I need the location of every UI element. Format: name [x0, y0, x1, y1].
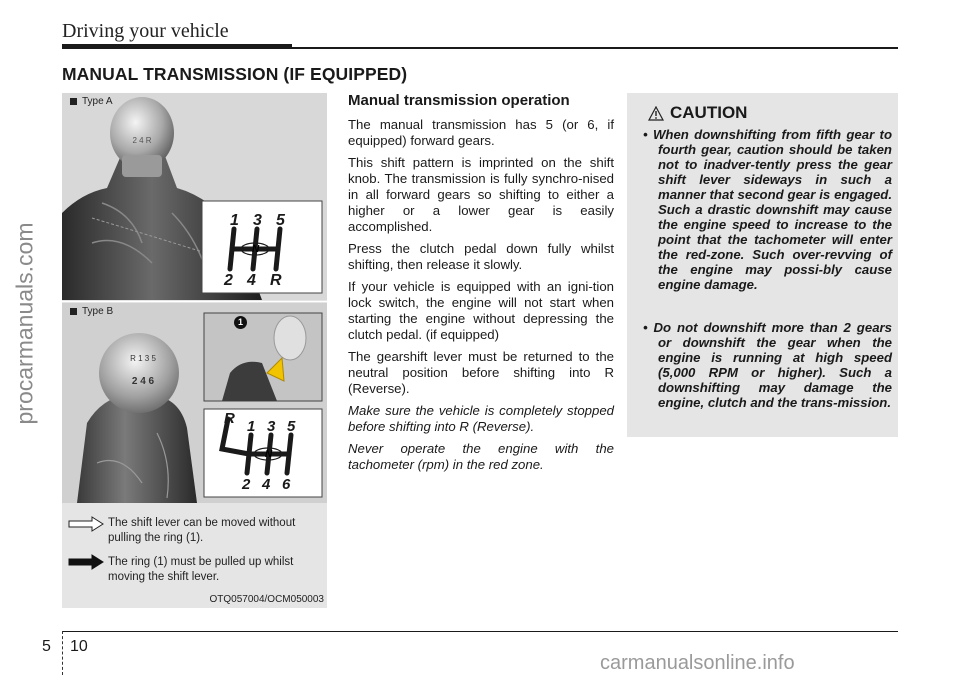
shift-a-gear-1: 1	[230, 212, 239, 229]
figure-divider	[62, 301, 327, 302]
shift-a-gear-r: R	[270, 272, 282, 289]
main-text-column	[348, 92, 614, 479]
legend-text-2: The ring (1) must be pulled up whilst moving the shift lever.	[108, 556, 294, 583]
shift-b-gear-4: 4	[262, 476, 271, 493]
header-rule-thin	[62, 47, 898, 49]
knob-b-engraving-bottom: 2 4 6	[131, 376, 155, 387]
legend-text-1: The shift lever can be moved without pulling the ring (1).	[108, 517, 296, 544]
caution-item-1: • When downshifting from fifth gear to fourth gear, caution should be taken not to inadver-tently press the gear shift lever sideways in such a manner that second gear is engaged. Such a drastic downshift may cause the engine speed to increase to the point that the tachometer will enter the red-zone. Such over-revving of the engine may possi-bly cause engine damage.	[643, 127, 892, 292]
side-watermark: procarmanuals.com	[11, 222, 38, 425]
callout-1-badge: 1	[234, 316, 247, 329]
solid-arrow-icon	[68, 554, 104, 570]
footer-rule	[62, 631, 898, 632]
shift-b-gear-5: 5	[287, 418, 296, 435]
hollow-arrow-icon	[68, 516, 104, 532]
bullet-square-icon	[70, 98, 77, 105]
shift-a-gear-4: 4	[247, 272, 256, 289]
shift-b-gear-3: 3	[267, 418, 276, 435]
paragraph-1: The manual transmission has 5 (or 6, if equipped) forward gears.	[348, 117, 614, 148]
bullet-square-icon	[70, 308, 77, 315]
warning-triangle-icon	[648, 106, 664, 121]
shift-b-neutral: N	[265, 449, 273, 460]
caution-item-2: • Do not downshift more than 2 gears or downshift the gear when the engine is running at high speed (5,000 RPM or higher). Such a downshifting may damage the engine, clutch and the trans-mission.	[643, 320, 892, 410]
shift-a-gear-3: 3	[253, 212, 262, 229]
footer-page-number: 10	[70, 638, 88, 655]
shift-pattern-b	[204, 409, 322, 497]
figure-caption: OTQ057004/OCM050003	[209, 594, 324, 605]
bottom-watermark: carmanualsonline.info	[600, 652, 795, 674]
type-b-label	[70, 306, 113, 317]
footer-dashed-divider	[62, 631, 64, 675]
italic-note-2: Never operate the engine with the tachometer (rpm) in the red zone.	[348, 441, 614, 472]
svg-text:2 4 R: 2 4 R	[132, 136, 152, 145]
knob-b-engraving-top: R 1 3 5	[130, 354, 156, 363]
type-b-text: Type B	[82, 306, 114, 317]
shift-a-neutral: N	[252, 244, 260, 255]
shift-b-gear-r: R	[224, 410, 235, 427]
paragraph-4: If your vehicle is equipped with an igni-tion lock switch, the engine will not start when starting the engine without depressing the clutch pedal. (if equipped)	[348, 279, 614, 342]
type-a-label	[70, 96, 113, 107]
shift-b-gear-2: 2	[242, 476, 251, 493]
paragraph-5: The gearshift lever must be returned to the neutral position before shifting into R (Reverse).	[348, 349, 614, 396]
footer-chapter-number: 5	[42, 638, 51, 655]
shift-b-gear-6: 6	[282, 476, 291, 493]
caution-title: CAUTION	[670, 103, 748, 122]
paragraph-3: Press the clutch pedal down fully whilst shifting, then release it slowly.	[348, 241, 614, 272]
type-a-text: Type A	[82, 96, 113, 107]
paragraph-2: This shift pattern is imprinted on the shift knob. The transmission is fully synchro-nised in all forward gears so shifting to either a higher or a lower gear is easily accomplished.	[348, 155, 614, 234]
chapter-title: Driving your vehicle	[62, 20, 229, 42]
section-title: MANUAL TRANSMISSION (IF EQUIPPED)	[62, 64, 408, 84]
shift-a-gear-2: 2	[224, 272, 233, 289]
shift-b-gear-1: 1	[247, 418, 256, 435]
italic-note-1: Make sure the vehicle is completely stopped before shifting into R (Reverse).	[348, 403, 614, 434]
shift-a-gear-5: 5	[276, 212, 285, 229]
operation-heading: Manual transmission operation	[348, 92, 570, 109]
caution-header	[648, 103, 747, 123]
shift-pattern-a	[202, 201, 322, 293]
